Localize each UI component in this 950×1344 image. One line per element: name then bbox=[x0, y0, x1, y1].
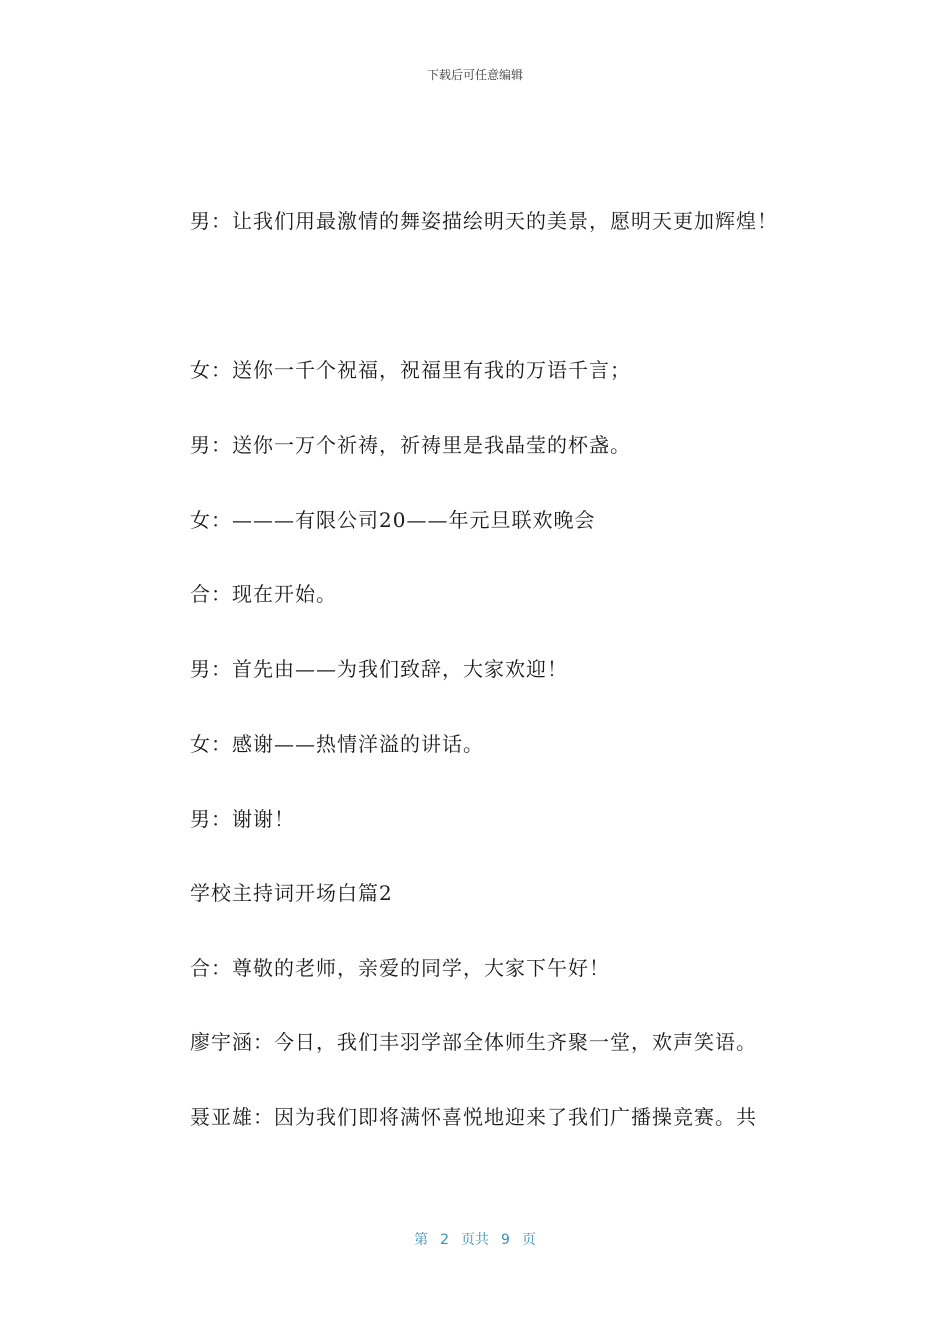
script-line: 合：尊敬的老师，亲爱的同学，大家下午好！ bbox=[190, 956, 610, 980]
section-heading: 学校主持词开场白篇2 bbox=[190, 881, 393, 905]
script-line: 男：谢谢！ bbox=[190, 807, 295, 831]
script-line: 男：让我们用最激情的舞姿描绘明天的美景，愿明天更加辉煌！ bbox=[190, 209, 778, 233]
script-line: 女：感谢——热情洋溢的讲话。 bbox=[190, 732, 484, 756]
script-line: 男：首先由——为我们致辞，大家欢迎！ bbox=[190, 657, 568, 681]
footer-total-pages: 9 bbox=[501, 1232, 510, 1248]
page-header-note: 下载后可任意编辑 bbox=[426, 68, 523, 82]
script-line: 廖宇涵：今日，我们丰羽学部全体师生齐聚一堂，欢声笑语。 bbox=[190, 1030, 757, 1054]
footer-di: 第 bbox=[414, 1232, 429, 1248]
footer-ye: 页 bbox=[521, 1232, 536, 1248]
footer-ye-gong: 页共 bbox=[461, 1232, 489, 1248]
script-line: 女：送你一千个祝福，祝福里有我的万语千言； bbox=[190, 358, 631, 382]
script-line: 合：现在开始。 bbox=[190, 582, 337, 606]
script-line: 女：———有限公司20——年元旦联欢晚会 bbox=[190, 508, 596, 532]
page-footer bbox=[0, 1229, 950, 1249]
script-line: 男：送你一万个祈祷，祈祷里是我晶莹的杯盏。 bbox=[190, 433, 631, 457]
footer-page-number: 2 bbox=[440, 1232, 449, 1248]
script-line: 聂亚雄：因为我们即将满怀喜悦地迎来了我们广播操竞赛。共 bbox=[190, 1105, 757, 1129]
